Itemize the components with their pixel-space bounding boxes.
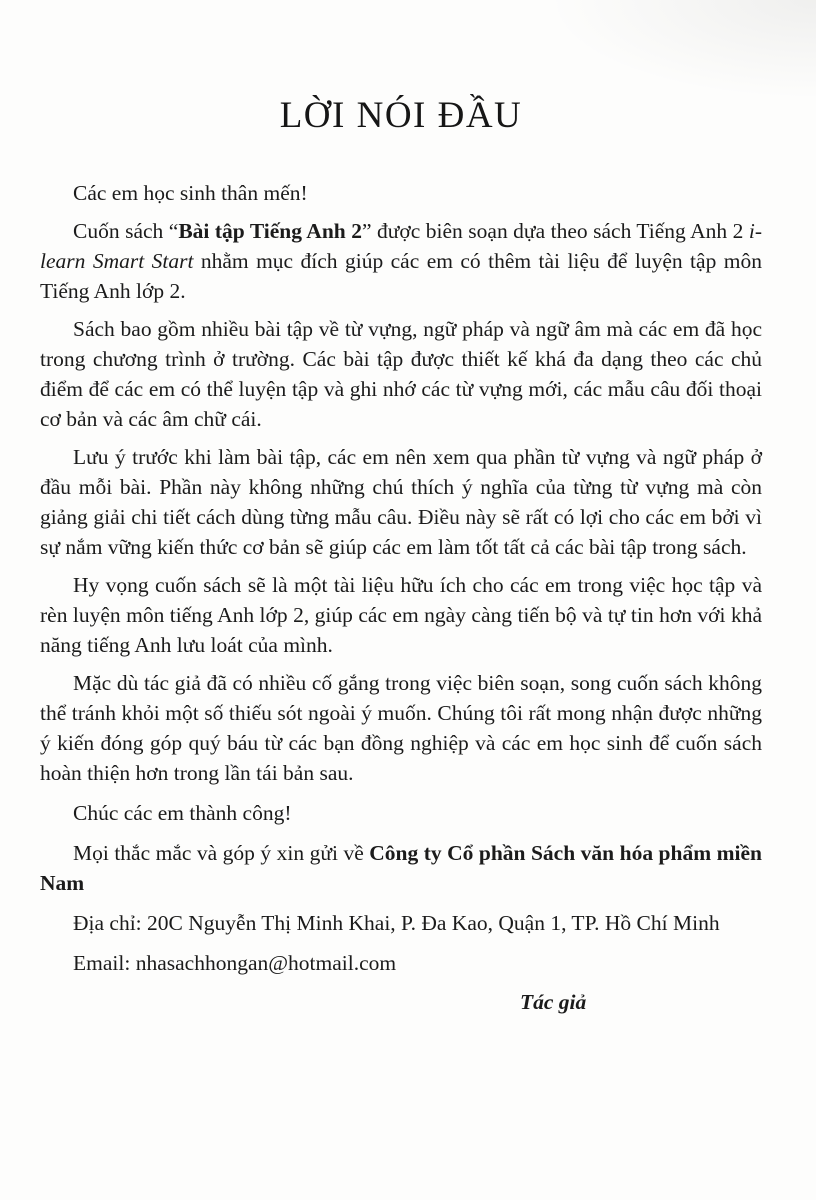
bold-text-run: Bài tập Tiếng Anh 2 [178, 219, 362, 244]
paragraph [40, 570, 762, 660]
paragraph [40, 668, 762, 788]
italic-text-run: i-learn Smart Start [40, 219, 762, 274]
text-run: Sách bao gồm nhiều bài tập về từ vựng, ngữ pháp và ngữ âm mà các em đã học trong chương trình ở trường. Các bài tập được thiết kế khá đa dạng theo các chủ điểm để các em có thể luyện tập và ghi nhớ các từ vựng mới, các mẫu câu đối thoại cơ bản và các âm chữ cái. [40, 317, 762, 432]
text-run: Mặc dù tác giả đã có nhiều cố gắng trong việc biên soạn, song cuốn sách không thể tránh khỏi một số thiếu sót ngoài ý muốn. Chúng tôi rất mong nhận được những ý kiến đóng góp quý báu từ các bạn đồng nghiệp và các em học sinh để cuốn sách hoàn thiện hơn trong lần tái bản sau. [40, 671, 762, 786]
text-run: Các em học sinh thân mến! [73, 181, 308, 206]
text-run: Lưu ý trước khi làm bài tập, các em nên xem qua phần từ vựng và ngữ pháp ở đầu mỗi bài. Phần này không những chú thích ý nghĩa của từng từ vựng mà còn giảng giải chi tiết cách dùng từng mẫu câu. Điều này sẽ rất có lợi cho các em bởi vì sự nắm vững kiến thức cơ bản sẽ giúp các em làm tốt tất cả các bài tập trong sách. [40, 445, 762, 560]
author-signature: Tác giả [520, 990, 587, 1015]
paragraphs [40, 178, 762, 978]
text-run: Hy vọng cuốn sách sẽ là một tài liệu hữu ích cho các em trong việc học tập và rèn luyện môn tiếng Anh lớp 2, giúp các em ngày càng tiến bộ và tự tin hơn với khả năng tiếng Anh lưu loát của mình. [40, 573, 762, 658]
text-run: nhằm mục đích giúp các em có thêm tài liệu để luyện tập môn Tiếng Anh lớp 2. [40, 249, 762, 304]
paragraph [40, 216, 762, 306]
paragraph [40, 178, 762, 208]
paragraph [40, 908, 762, 938]
paragraph [40, 948, 762, 978]
text-run: Mọi thắc mắc và góp ý xin gửi về [73, 841, 370, 866]
text-run: ” được biên soạn dựa theo sách Tiếng Anh 2 [361, 219, 749, 244]
text-run: Chúc các em thành công! [73, 801, 292, 826]
page-title: LỜI NÓI ĐẦU [279, 95, 523, 136]
text-run: Email: nhasachhongan@hotmail.com [73, 951, 397, 976]
paragraph [40, 838, 762, 898]
paragraph [40, 442, 762, 562]
text-run: Cuốn sách “ [73, 219, 179, 244]
text-run: Địa chỉ: 20C Nguyễn Thị Minh Khai, P. Đa Kao, Quận 1, TP. Hồ Chí Minh [73, 911, 720, 936]
paragraph [40, 798, 762, 828]
paragraph [40, 314, 762, 434]
bold-text-run: Công ty Cổ phần Sách văn hóa phẩm miền Nam [40, 841, 762, 896]
